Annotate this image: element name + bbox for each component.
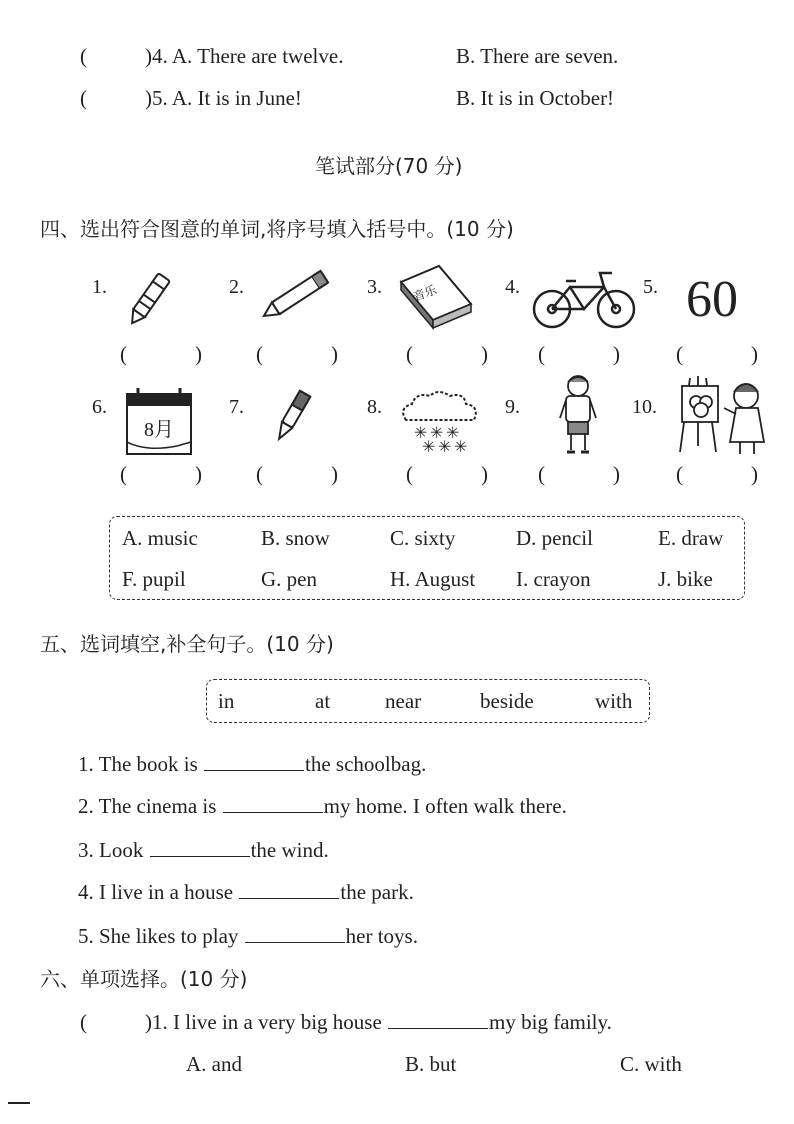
book-label: 音乐 [411, 282, 439, 304]
sentence: 2. The cinema is my home. I often walk there. [78, 794, 567, 818]
answer-paren[interactable]: ( ) [538, 462, 620, 486]
written-part-title: 笔试部分(70 分) [315, 154, 463, 178]
paren-open: ( [80, 44, 87, 68]
section6-title: 六、单项选择。(10 分) [40, 967, 248, 991]
calendar-label: 8月 [144, 419, 174, 441]
sentence: 3. Look the wind. [78, 838, 329, 862]
answer-paren[interactable]: ( ) [406, 462, 488, 486]
choice[interactable]: A. and [186, 1052, 242, 1076]
svg-text:✳: ✳ [438, 437, 452, 454]
page-mark [8, 1102, 30, 1104]
answer-blank[interactable] [239, 880, 339, 899]
answer-blank[interactable] [388, 1010, 488, 1029]
question: )1. I live in a very big house my big family. [145, 1010, 612, 1034]
option: B. snow [261, 526, 330, 550]
sixty-label: 60 [686, 271, 738, 328]
option: J. bike [658, 567, 713, 591]
answer-paren[interactable]: ( ) [256, 462, 338, 486]
q-number: 7. [229, 396, 244, 418]
pencil-icon [258, 265, 338, 325]
answer-paren[interactable]: ( ) [676, 342, 758, 366]
answer-paren[interactable]: ( ) [676, 462, 758, 486]
choice[interactable]: C. with [620, 1052, 682, 1076]
q-number: 5. [643, 276, 658, 298]
listening-q4: )4. A. There are twelve. [145, 44, 344, 68]
option: I. crayon [516, 567, 591, 591]
svg-text:✳: ✳ [430, 423, 444, 442]
answer-paren[interactable]: ( ) [120, 462, 202, 486]
answer-paren[interactable]: ( ) [256, 342, 338, 366]
q-number: 2. [229, 276, 244, 298]
q-number: 8. [367, 396, 382, 418]
paren-open: ( [80, 1010, 87, 1034]
answer-paren[interactable]: ( ) [538, 342, 620, 366]
listening-q4-b: B. There are seven. [456, 44, 619, 68]
svg-text:✳: ✳ [446, 423, 460, 442]
word-box [206, 679, 650, 723]
music-book-icon [395, 264, 475, 330]
fountain-pen-icon [264, 382, 324, 448]
answer-paren[interactable]: ( ) [120, 342, 202, 366]
crayon-icon [118, 262, 188, 328]
q-number: 9. [505, 396, 520, 418]
snow-cloud-icon [396, 390, 482, 454]
answer-blank[interactable] [245, 924, 345, 943]
option: E. draw [658, 526, 724, 550]
bike-icon [530, 265, 638, 331]
answer-blank[interactable] [223, 794, 323, 813]
sentence: 4. I live in a house the park. [78, 880, 414, 904]
q-number: 1. [92, 276, 107, 298]
word: in [218, 689, 235, 713]
sentence: 5. She likes to play her toys. [78, 924, 418, 948]
section4-title: 四、选出符合图意的单词,将序号填入括号中。(10 分) [40, 217, 514, 241]
option: H. August [390, 567, 476, 591]
q-number: 3. [367, 276, 382, 298]
q-number: 4. [505, 276, 520, 298]
pupil-icon [556, 372, 600, 456]
svg-text:✳: ✳ [414, 423, 428, 442]
word: near [385, 689, 422, 713]
section5-title: 五、选词填空,补全句子。(10 分) [40, 632, 334, 656]
svg-text:✳: ✳ [454, 437, 468, 454]
sentence: 1. The book is the schoolbag. [78, 752, 427, 776]
option: F. pupil [122, 567, 186, 591]
option: A. music [122, 526, 198, 550]
answer-paren[interactable]: ( ) [406, 342, 488, 366]
drawing-girl-icon [676, 372, 768, 458]
listening-q5: )5. A. It is in June! [145, 86, 302, 110]
q-number: 10. [632, 396, 657, 418]
calendar-icon [124, 386, 196, 458]
choice[interactable]: B. but [405, 1052, 457, 1076]
listening-q5-b: B. It is in October! [456, 86, 615, 110]
answer-blank[interactable] [150, 838, 250, 857]
option: G. pen [261, 567, 317, 591]
option: C. sixty [390, 526, 456, 550]
option: D. pencil [516, 526, 593, 550]
answer-blank[interactable] [204, 752, 304, 771]
q-number: 6. [92, 396, 107, 418]
svg-text:✳: ✳ [422, 437, 436, 454]
word: beside [480, 689, 534, 713]
word: at [315, 689, 331, 713]
paren-open: ( [80, 86, 87, 110]
word: with [595, 689, 633, 713]
